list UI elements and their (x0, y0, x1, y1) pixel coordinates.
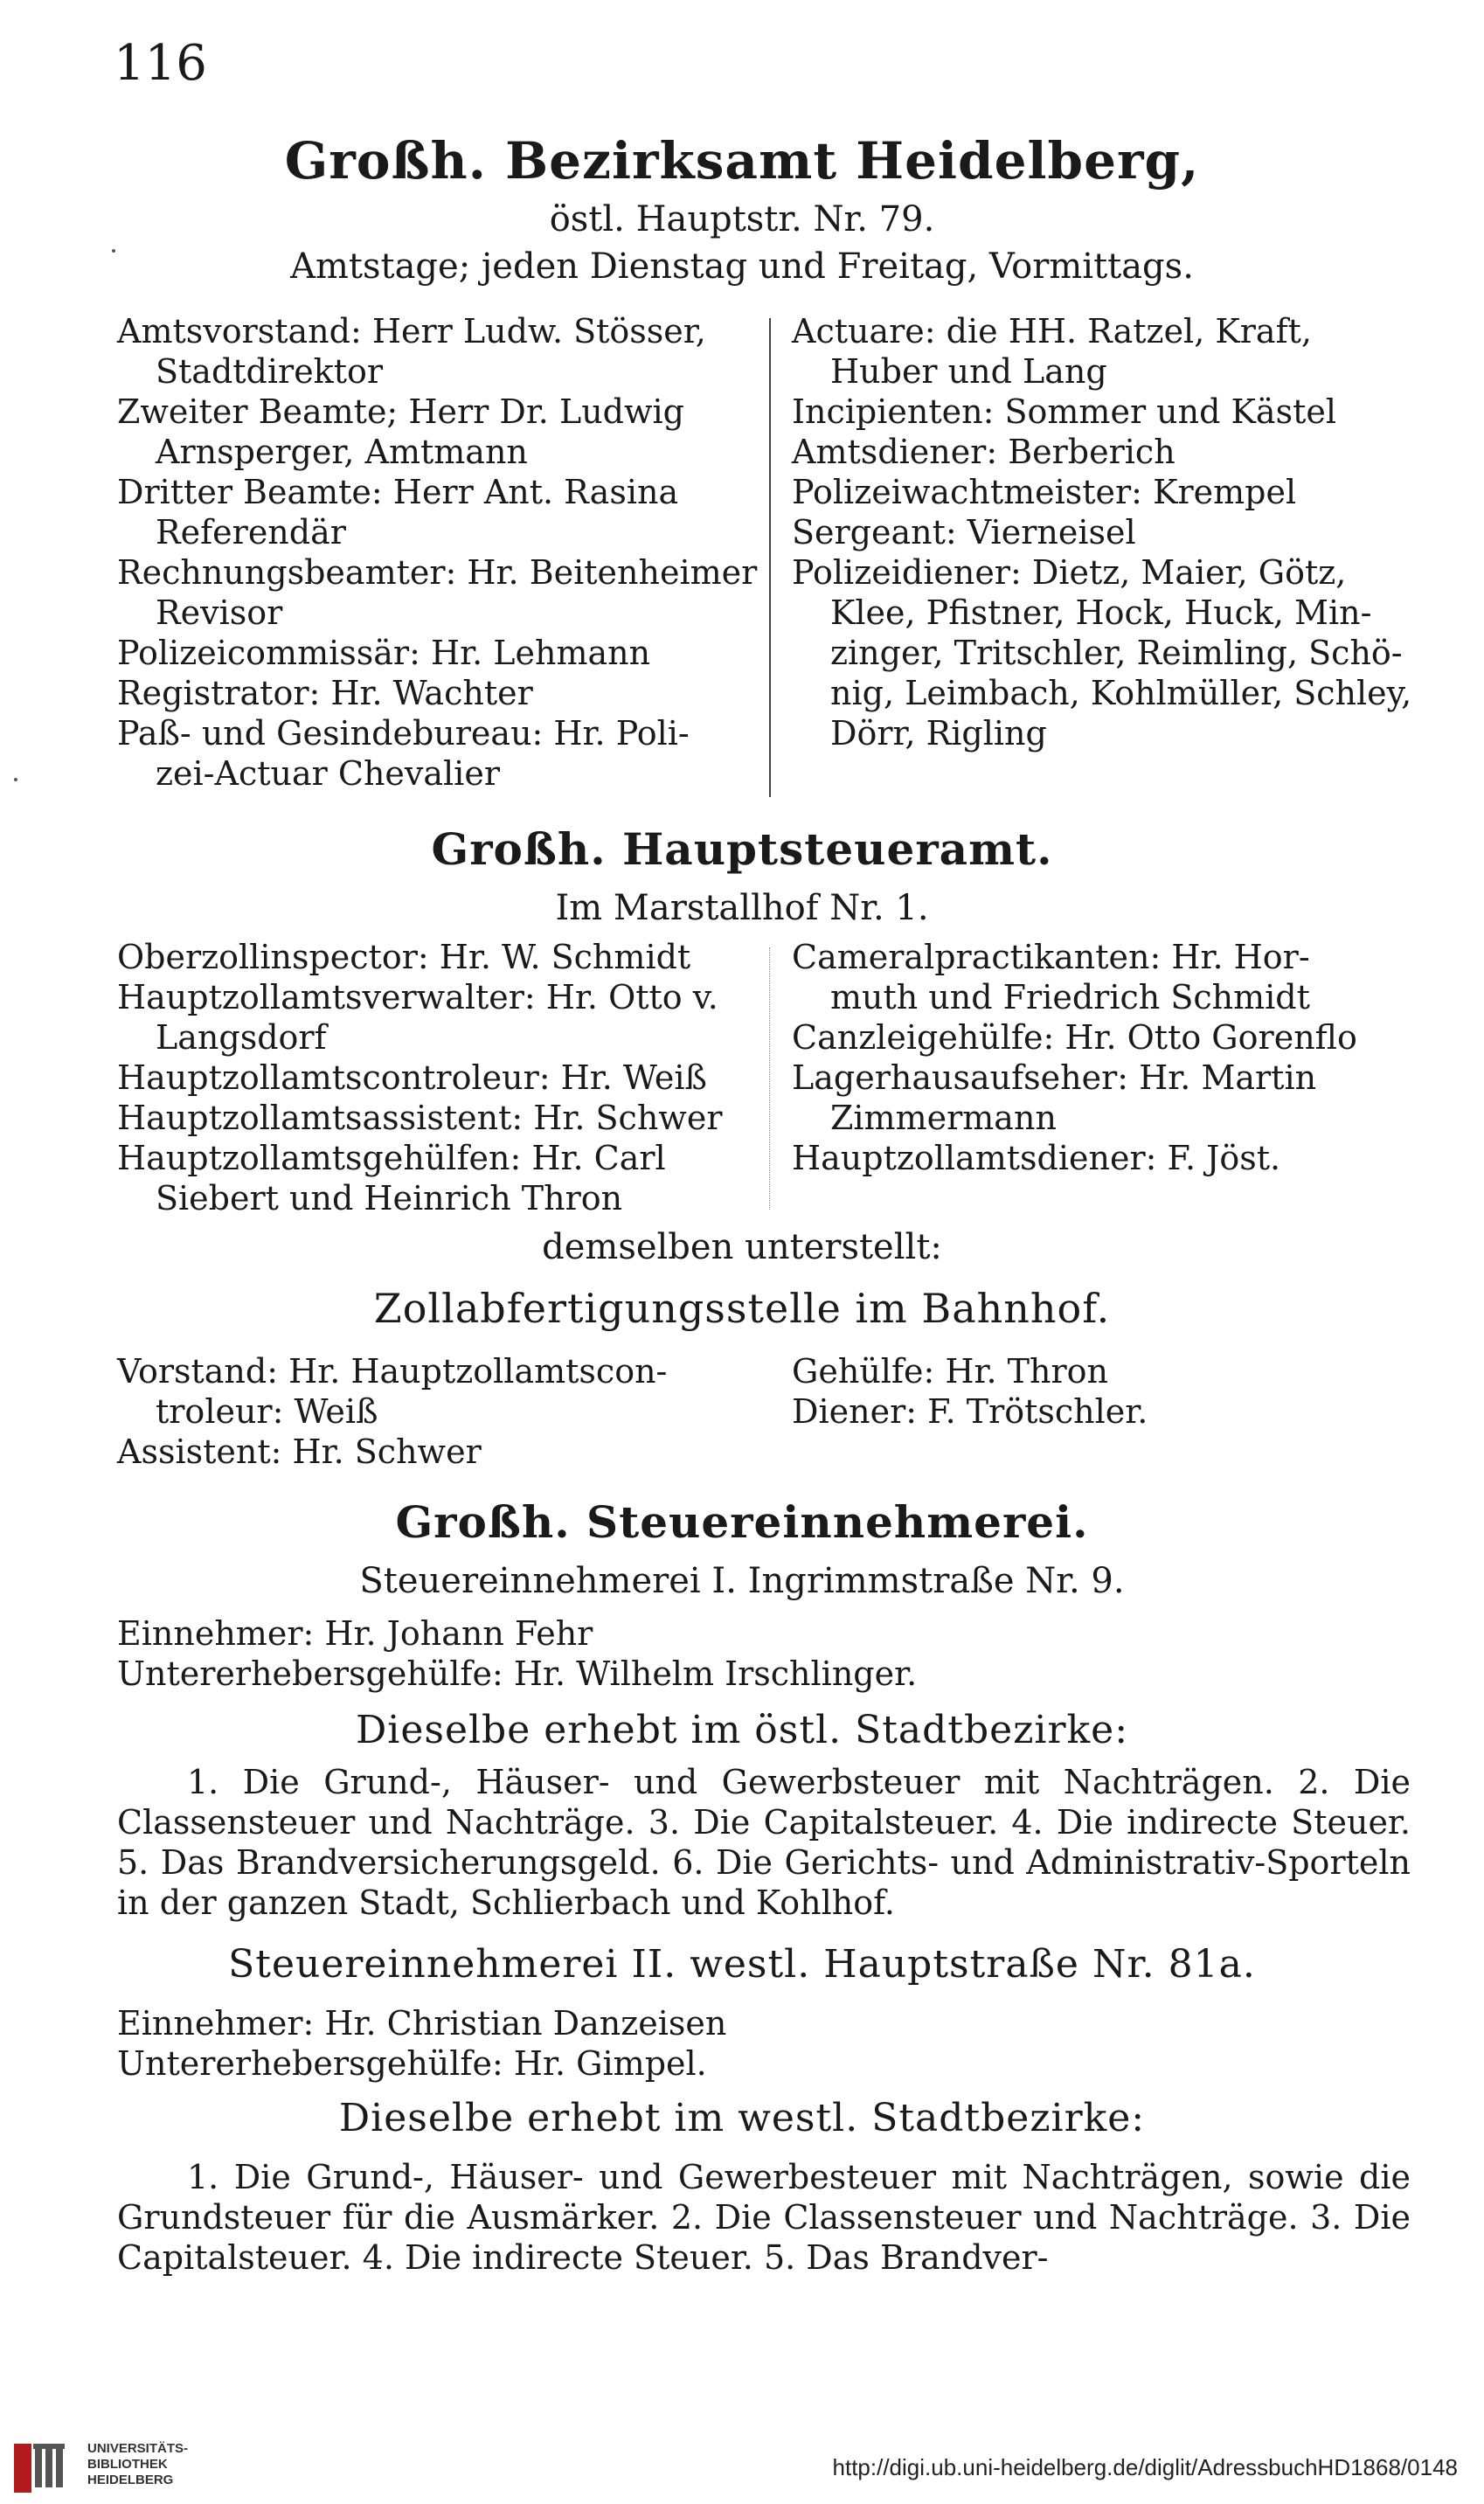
library-logo-text (87, 2441, 188, 2488)
entry-line: Diener: F. Trötschler. (792, 1392, 1148, 1431)
source-url-link[interactable]: http://digi.ub.uni-heidelberg.de/diglit/AdressbuchHD1868/0148 (832, 2454, 1458, 2480)
entry-line: Oberzollinspector: Hr. W. Schmidt (117, 938, 691, 976)
entry-line: Dritter Beamte: Herr Ant. Rasina (117, 473, 679, 511)
entry-line: Hauptzollamtsgehülfen: Hr. Carl (117, 1139, 666, 1177)
entry-line: Vorstand: Hr. Hauptzollamtscon- (117, 1352, 668, 1391)
entry-line: muth und Friedrich Schmidt (830, 978, 1310, 1016)
hauptsteueramt-right-column (792, 937, 1357, 1178)
hauptsteueramt-address: Im Marstallhof Nr. 1. (555, 888, 929, 928)
entry-line: Lagerhausaufseher: Hr. Martin (792, 1058, 1317, 1097)
entry-line: Huber und Lang (830, 352, 1107, 391)
page-number: 116 (114, 35, 207, 92)
entry-line: Polizeicommissär: Hr. Lehmann (117, 634, 651, 672)
entry-line: Amtsvorstand: Herr Ludw. Stösser, (117, 312, 706, 350)
entry-line: Einnehmer: Hr. Johann Fehr (117, 1614, 593, 1653)
entry-line: Zweiter Beamte; Herr Dr. Ludwig (117, 392, 685, 431)
entry-line: Hauptzollamtsverwalter: Hr. Otto v. (117, 978, 718, 1016)
entry-line: Stadtdirektor (156, 352, 384, 391)
entry-line: troleur: Weiß (156, 1392, 378, 1431)
section-title-hauptsteueramt: Großh. Hauptsteueramt. (431, 823, 1053, 875)
subordinate-note: demselben unterstellt: (542, 1227, 942, 1267)
entry-line: Registrator: Hr. Wachter (117, 674, 533, 712)
entry-line: Paß- und Gesindebureau: Hr. Poli- (117, 714, 690, 753)
office2-address: Steuereinnehmerei II. westl. Hauptstraße Nr. 81a. (228, 1942, 1256, 1987)
entry-line: Actuare: die HH. Ratzel, Kraft, (792, 312, 1312, 350)
office2-staff (117, 2003, 726, 2084)
column-divider (769, 947, 770, 1210)
entry-line: Polizeidiener: Dietz, Maier, Götz, (792, 553, 1347, 592)
office1-heading: Dieselbe erhebt im östl. Stadtbezirke: (355, 1708, 1129, 1752)
office2-heading: Dieselbe erhebt im westl. Stadtbezirke: (338, 2096, 1146, 2140)
logo-text-line: HEIDELBERG (87, 2473, 174, 2487)
entry-line: nig, Leimbach, Kohlmüller, Schley, (830, 674, 1412, 712)
zollabfertigung-left-column (117, 1351, 667, 1472)
entry-line: Hauptzollamtsdiener: F. Jöst. (792, 1139, 1281, 1177)
entry-line: Sergeant: Vierneisel (792, 513, 1136, 551)
entry-line: Arnsperger, Amtmann (156, 433, 528, 471)
entry-line: Referendär (156, 513, 346, 551)
bezirksamt-hours: Amtstage; jeden Dienstag und Freitag, Vormittags. (290, 246, 1194, 287)
entry-line: zei-Actuar Chevalier (156, 754, 500, 793)
office1-paragraph: 1. Die Grund-, Häuser- und Gewerbsteuer mit Nachträgen. 2. Die Classensteuer und Nachträge. 3. Die Capitalsteuer. 4. Die indirecte Steuer. 5. Das Brandversicherungsgeld. 6. Die Gerichts- und Administrativ-Sporteln in der ganzen Stadt, Schlierbach und Kohlhof. (117, 1763, 1411, 1922)
entry-line: Dörr, Rigling (830, 714, 1047, 753)
subsection-title-zollabfertigung: Zollabfertigungsstelle im Bahnhof. (373, 1285, 1111, 1332)
entry-line: Zimmermann (830, 1099, 1057, 1137)
scan-speck (14, 778, 17, 781)
section-title-bezirksamt: Großh. Bezirksamt Heidelberg, (284, 131, 1200, 191)
entry-line: Siebert und Heinrich Thron (156, 1179, 623, 1217)
bezirksamt-address: östl. Hauptstr. Nr. 79. (549, 199, 935, 239)
entry-line: Revisor (156, 593, 283, 632)
entry-line: Gehülfe: Hr. Thron (792, 1352, 1109, 1391)
entry-line: Langsdorf (156, 1018, 327, 1057)
entry-line: Hauptzollamtsassistent: Hr. Schwer (117, 1099, 723, 1137)
bezirksamt-left-column (117, 311, 757, 794)
office1-address: Steuereinnehmerei I. Ingrimmstraße Nr. 9. (359, 1561, 1125, 1601)
hauptsteueramt-left-column (117, 937, 722, 1218)
entry-line: Einnehmer: Hr. Christian Danzeisen (117, 2004, 727, 2043)
office1-staff (117, 1613, 917, 1694)
column-divider (769, 318, 771, 797)
entry-line: zinger, Tritschler, Reimling, Schö- (830, 634, 1403, 672)
entry-line: Assistent: Hr. Schwer (117, 1432, 482, 1471)
entry-line: Polizeiwachtmeister: Krempel (792, 473, 1297, 511)
section-title-steuereinnehmerei: Großh. Steuereinnehmerei. (395, 1496, 1089, 1548)
entry-line: Cameralpractikanten: Hr. Hor- (792, 938, 1310, 976)
university-library-logo-icon (12, 2440, 80, 2496)
entry-line: Incipienten: Sommer und Kästel (792, 392, 1336, 431)
entry-line: Untererhebersgehülfe: Hr. Gimpel. (117, 2044, 707, 2083)
entry-line: Untererhebersgehülfe: Hr. Wilhelm Irschlinger. (117, 1654, 918, 1693)
logo-text-line: UNIVERSITÄTS- (87, 2441, 189, 2456)
office2-paragraph: 1. Die Grund-, Häuser- und Gewerbesteuer mit Nachträgen, sowie die Grundsteuer für die Ausmärker. 2. Die Classensteuer und Nachträge. 3. Die Capitalsteuer. 4. Die indirecte Steuer. 5. Das Brandver- (117, 2158, 1411, 2277)
entry-line: Canzleigehülfe: Hr. Otto Gorenflo (792, 1018, 1357, 1057)
logo-text-line: BIBLIOTHEK (87, 2457, 168, 2472)
zollabfertigung-right-column (792, 1351, 1148, 1432)
entry-line: Klee, Pfistner, Hock, Huck, Min- (830, 593, 1372, 632)
entry-line: Rechnungsbeamter: Hr. Beitenheimer (117, 553, 758, 592)
bezirksamt-right-column (792, 311, 1411, 753)
entry-line: Amtsdiener: Berberich (792, 433, 1175, 471)
entry-line: Hauptzollamtscontroleur: Hr. Weiß (117, 1058, 707, 1097)
scan-speck (112, 249, 115, 253)
